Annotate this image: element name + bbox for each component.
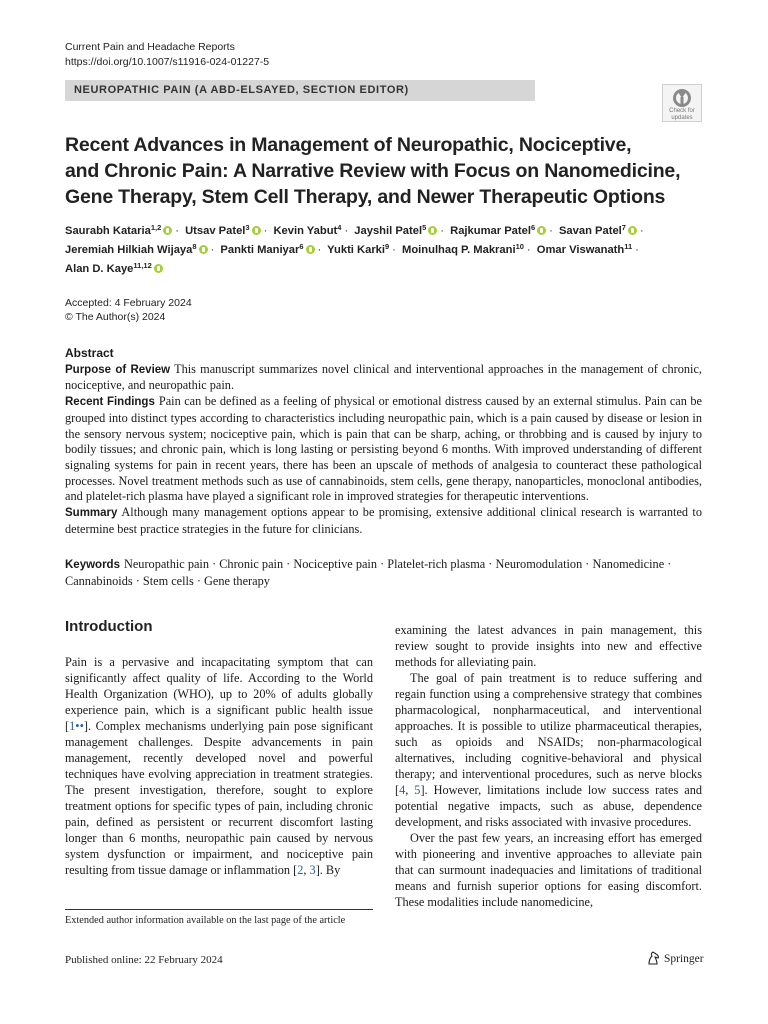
journal-header [65,40,269,70]
author[interactable]: Omar Viswanath$^{11}$ [536,242,633,256]
article-title [65,132,695,210]
body-paragraph: The goal of pain treatment is to reduce suffering and regain function using a comprehensive strategy that combines pharmacological, nonpharmaceutical, and interventional approaches. It is possible to utilize pharmaceutical therapies, such as opioids and NSAIDs; non-pharmacological alternatives, including cognitive-behavioral and physical therapy; and interventional procedures, such as nerve blocks [4, 5]. However, limitations include low success rates and potential negative impacts, such as abuse, dependence development, and risks associated with invasive procedures. [395,671,702,829]
published-date: Published online: 22 February 2024 [65,954,223,966]
check-for-updates-badge[interactable] [662,84,702,122]
author-line [65,260,705,279]
accepted-date: Accepted: 4 February 2024 [65,297,192,309]
publisher-name: Springer [664,953,704,965]
keywords [65,556,702,589]
abstract-purpose [65,362,702,394]
footnote: Extended author information available on the last page of the article [65,915,346,926]
author[interactable]: Jayshil Patel$^5$ [354,225,437,237]
orcid-icon[interactable] [199,245,208,254]
author[interactable]: Rajkumar Patel$^6$ [450,225,546,237]
author[interactable]: Alan D. Kaye$^{11,12}$ [65,263,163,275]
footnote-divider [65,909,373,910]
author[interactable]: Utsav Patel$^3$ [185,225,261,237]
author[interactable]: Moinulhaq P. Makrani$^{10}$ [402,242,524,256]
left-column [65,654,373,878]
citation-link[interactable]: 1•• [69,719,84,733]
orcid-icon[interactable] [163,226,172,235]
section-label: NEUROPATHIC PAIN (A ABD-ELSAYED, SECTION EDITOR) [65,80,535,101]
citation-link[interactable]: 5 [414,783,421,797]
abstract-summary [65,505,702,537]
orcid-icon[interactable] [628,226,637,235]
author[interactable]: Savan Patel$^7$ [559,225,637,237]
abstract [65,346,702,537]
title-line: Gene Therapy, Stem Cell Therapy, and Newer Therapeutic Options [65,186,666,208]
right-column [395,622,702,910]
author[interactable]: Saurabh Kataria$^{1,2}$ [65,225,172,237]
purpose-text: This manuscript summarizes novel clinical and interventional approaches in the management of chronic, nociceptive, and neuropathic pain. [65,361,702,393]
body-paragraph: examining the latest advances in pain management, this review sought to provide insights into new and effective methods for alleviating pain. [395,623,702,669]
citation-link[interactable]: 4 [399,783,406,797]
title-line: and Chronic Pain: A Narrative Review with Focus on Nanomedicine, [65,160,681,182]
title-line: Recent Advances in Management of Neuropathic, Nociceptive, [65,134,632,156]
check-for-updates-line1: Check for [669,108,695,114]
orcid-icon[interactable] [252,226,261,235]
author-line: Jeremiah Hilkiah Wijaya$^8$ · Pankti Maniyar$^6$ · Yukti Karki$^9$ · Moinulhaq P. Makrani$^{10}$ · Omar Viswanath$^{11}$ · [65,242,639,256]
author[interactable]: Kevin Yabut$^4$ [273,223,342,237]
article-dates [65,296,192,324]
author-line: Saurabh Kataria$^{1,2}$ · Utsav Patel$^3$ · Kevin Yabut$^4$ · Jayshil Patel$^5$ · Rajkumar Patel$^6$ · Savan Patel$^7$ · [65,223,644,237]
abstract-findings [65,394,702,505]
body-paragraph: Over the past few years, an increasing effort has emerged with pioneering and inventive approaches to alleviate pain that can surmount inadequacies and limitations of traditional means and furnish superior options for easing discomfort. These modalities include nanomedicine, [395,831,702,909]
check-for-updates-icon [672,88,692,108]
orcid-icon[interactable] [154,264,163,273]
summary-label: Summary [65,507,118,520]
author[interactable]: Jeremiah Hilkiah Wijaya$^8$ [65,244,208,256]
abstract-heading: Abstract [65,346,114,360]
orcid-icon[interactable] [428,226,437,235]
springer-horse-icon [647,951,660,965]
doi-link[interactable]: https://doi.org/10.1007/s11916-024-01227-5 [65,56,270,68]
publisher-logo [647,951,704,965]
author-list [65,222,705,279]
journal-name: Current Pain and Headache Reports [65,41,235,53]
introduction-heading: Introduction [65,618,153,635]
findings-text: Pain can be defined as a feeling of physical or emotional distress caused by an external stimulus. Pain can be grouped into distinct types according to characteristics including neuropathic pain, which is a pain caused by disease or lesion in the sensory nervous system; nociceptive pain, which is pain that can be sharp, aching, or throbbing and is caused by injury to bodily tissues; and chronic pain, which is long lasting or persisting beyond 6 months. With improved understanding of different signaling systems for pain in recent years, there has been an upscale of methods of analgesia to counteract these pathological processes. Novel treatment methods such as use of cannabinoids, stem cells, gene therapy, nanoparticles, monoclonal antibodies, and platelet-rich plasma have played a significant role in improved strategies for therapeutic interventions. [65,394,703,504]
citation-link[interactable]: 3 [309,863,316,877]
body-paragraph: Pain is a pervasive and incapacitating symptom that can significantly affect quality of life. According to the World Health Organization (WHO), up to 20% of adults globally experience pain, which is a significant public health issue [1••]. Complex mechanisms underlying pain pose significant management challenges. Despite advancements in pain management, recently developed novel and powerful techniques have evolving appreciation in treatment strategies. The present investigation, therefore, sought to explore treatment options for specific types of pain, including chronic pain, defined as persistent or recurrent discomfort lasting longer than 6 months, neuropathic pain caused by nervous system dysfunction or impairment, and nociceptive pain resulting from tissue damage or inflammation [2, 3]. By [65,655,373,877]
keywords-label: Keywords [65,559,120,571]
orcid-icon[interactable] [306,245,315,254]
check-for-updates-line2: updates [671,115,693,121]
keywords-text: Neuropathic pain · Chronic pain · Nociceptive pain · Platelet-rich plasma · Neuromodulation · Nanomedicine · Cannabinoids · Stem cells · Gene therapy [65,557,672,588]
summary-text: Although many management options appear to be promising, extensive additional clinical research is warranted to determine best practice strategies in the future for clinicians. [65,505,702,536]
purpose-label: Purpose of Review [65,363,171,376]
copyright: © The Author(s) 2024 [65,311,166,323]
author[interactable]: Yukti Karki$^9$ [327,242,390,256]
orcid-icon[interactable] [537,226,546,235]
citation-link[interactable]: 2 [297,863,304,877]
findings-label: Recent Findings [65,396,155,409]
author[interactable]: Pankti Maniyar$^6$ [220,244,314,256]
